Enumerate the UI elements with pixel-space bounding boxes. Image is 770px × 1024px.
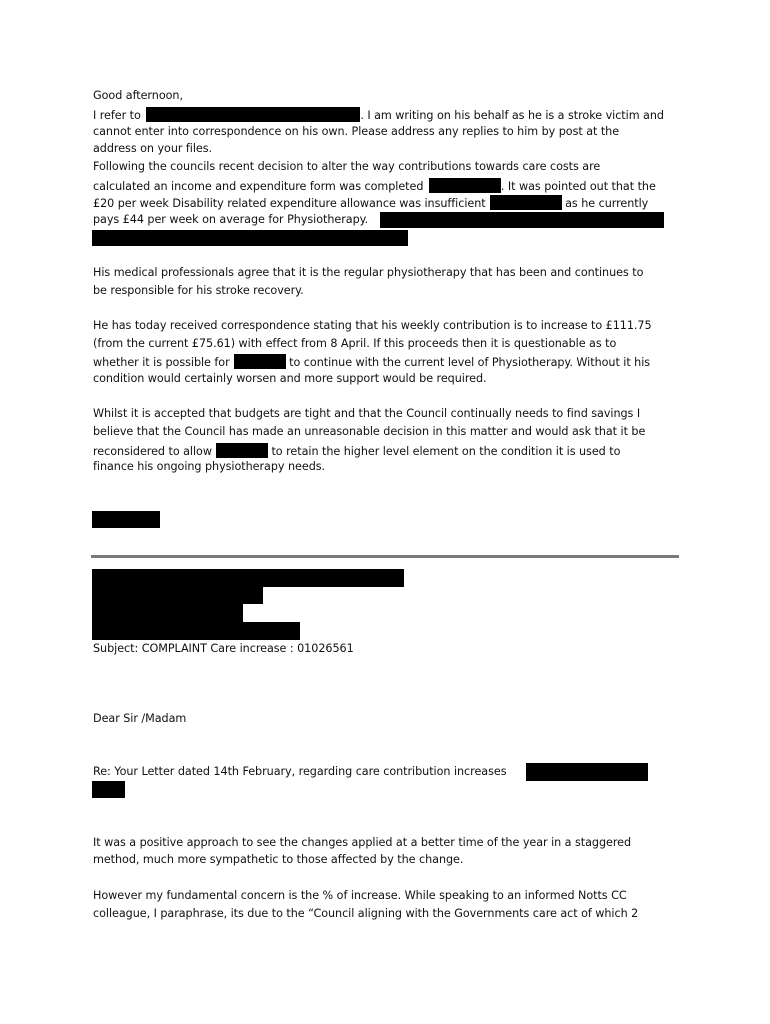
p4-line1: He has today received correspondence stating that his weekly contribution is to increase to £111.75 xyxy=(93,319,652,332)
p4-line2: (from the current £75.61) with effect from 8 April. If this proceeds then it is questionable as to xyxy=(93,337,617,350)
l2-p2-line1: However my fundamental concern is the % of increase. While speaking to an informed Notts CC xyxy=(93,889,627,902)
p4-line3 xyxy=(93,354,650,370)
p2-line1: Following the councils recent decision to alter the way contributions towards care costs are xyxy=(93,160,601,173)
l2-p1-line2: method, much more sympathetic to those affected by the change. xyxy=(93,853,464,866)
p1-line3: address on your files. xyxy=(93,142,213,155)
p1-line1-end: . I am writing on his behalf as he is a stroke victim and xyxy=(360,109,664,122)
re-line-text: Re: Your Letter dated 14th February, regarding care contribution increases xyxy=(93,765,507,778)
header-redaction xyxy=(92,622,300,640)
p1-line2: cannot enter into correspondence on his own. Please address any replies to him by post at the xyxy=(93,125,620,138)
redaction-block xyxy=(380,212,664,228)
l2-p1-line1: It was a positive approach to see the changes applied at a better time of the year in a staggered xyxy=(93,836,632,849)
signature-redaction xyxy=(92,511,160,528)
p2-line3 xyxy=(93,195,648,211)
redaction-block xyxy=(526,763,648,781)
p2-line3-start: £20 per week Disability related expenditure allowance was insufficient xyxy=(93,197,486,210)
header-redaction xyxy=(92,587,263,604)
header-redaction xyxy=(92,569,404,587)
p5-line3-end: to retain the higher level element on the condition it is used to xyxy=(271,445,621,458)
header-redaction xyxy=(92,604,243,622)
redaction-block xyxy=(490,195,562,210)
redaction-block xyxy=(92,781,125,798)
p1-line1-start: I refer to xyxy=(93,109,141,122)
subject-line: Subject: COMPLAINT Care increase : 01026561 xyxy=(93,642,354,655)
p4-line4: condition would certainly worsen and more support would be required. xyxy=(93,372,487,385)
redaction-block xyxy=(92,230,408,246)
p4-line3-start: whether it is possible for xyxy=(93,356,230,369)
redaction-block xyxy=(146,107,360,122)
p2-line4-text: pays £44 per week on average for Physiotherapy. xyxy=(93,213,369,226)
redaction-block xyxy=(216,443,268,458)
p5-line4: finance his ongoing physiotherapy needs. xyxy=(93,460,326,473)
p5-line1: Whilst it is accepted that budgets are tight and that the Council continually needs to find savings I xyxy=(93,407,641,420)
p5-line3-start: reconsidered to allow xyxy=(93,445,212,458)
salutation: Dear Sir /Madam xyxy=(93,712,187,725)
p3-line1: His medical professionals agree that it is the regular physiotherapy that has been and continues to xyxy=(93,266,644,279)
p2-line2-start: calculated an income and expenditure form was completed xyxy=(93,180,424,193)
redaction-block xyxy=(429,178,501,193)
separator-rule xyxy=(91,555,679,558)
p2-line4 xyxy=(93,213,368,227)
p2-line2-end: . It was pointed out that the xyxy=(500,180,656,193)
p4-line3-end: to continue with the current level of Physiotherapy. Without it his xyxy=(289,356,651,369)
greeting: Good afternoon, xyxy=(93,89,183,102)
p3-line2: be responsible for his stroke recovery. xyxy=(93,284,304,297)
l2-p2-line2: colleague, I paraphrase, its due to the “Council aligning with the Governments care act of which 2 xyxy=(93,907,639,920)
re-line xyxy=(93,765,506,779)
p1-line1 xyxy=(93,107,664,123)
p2-line3-end: as he currently xyxy=(565,197,649,210)
p2-line2 xyxy=(93,178,656,194)
p5-line3 xyxy=(93,443,620,459)
p5-line2: believe that the Council has made an unreasonable decision in this matter and would ask that it be xyxy=(93,425,646,438)
redaction-block xyxy=(234,354,286,369)
